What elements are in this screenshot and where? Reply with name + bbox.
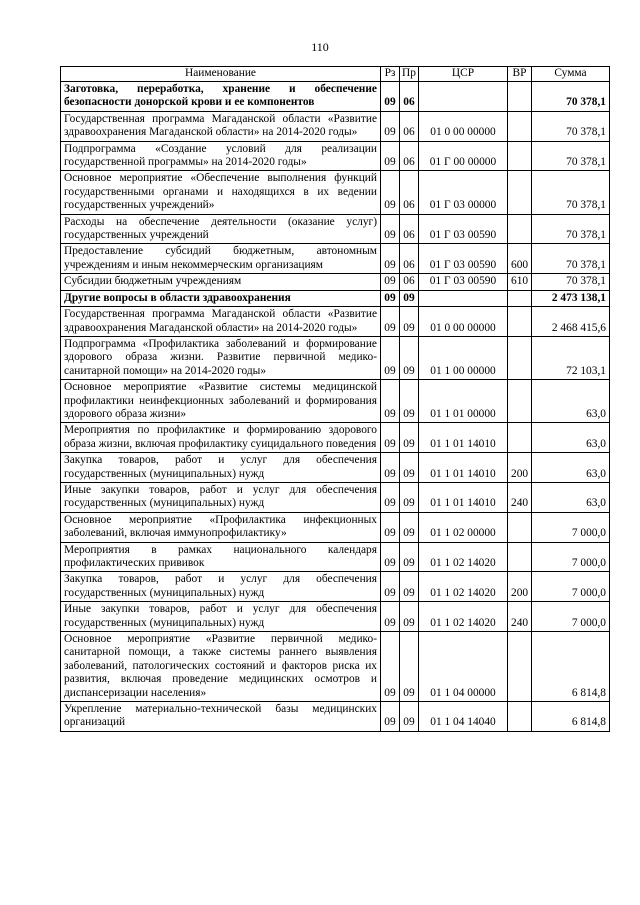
table-row <box>61 423 610 453</box>
row-sum-cell: 6 814,8 <box>532 702 610 732</box>
row-sum-cell: 7 000,0 <box>532 542 610 572</box>
row-name-cell: Государственная программа Магаданской области «Развитие здравоохранения Магаданской области» на 2014-2020 годы» <box>61 307 381 337</box>
row-vr-cell <box>508 111 532 141</box>
row-csr-cell: 01 1 02 00000 <box>419 512 508 542</box>
row-rz-cell: 09 <box>381 111 400 141</box>
row-sum-cell: 7 000,0 <box>532 512 610 542</box>
row-name-cell: Основное мероприятие «Обеспечение выполнения функций государственными органами и находящихся в их ведении государственных учреждений» <box>61 171 381 214</box>
row-pr-cell: 09 <box>400 702 419 732</box>
row-csr-cell: 01 Г 03 00590 <box>419 274 508 290</box>
page-number: 110 <box>311 40 329 54</box>
row-csr-cell: 01 Г 03 00590 <box>419 214 508 244</box>
row-vr-cell: 610 <box>508 274 532 290</box>
row-csr-cell: 01 1 00 00000 <box>419 336 508 379</box>
table-row <box>61 307 610 337</box>
row-name-cell: Другие вопросы в области здравоохранения <box>61 290 381 306</box>
table-row <box>61 290 610 306</box>
table-row <box>61 542 610 572</box>
row-name-cell: Укрепление материально-технической базы медицинских организаций <box>61 702 381 732</box>
row-csr-cell: 01 Г 03 00590 <box>419 244 508 274</box>
table-row <box>61 632 610 702</box>
row-pr-cell: 09 <box>400 380 419 423</box>
row-pr-cell: 09 <box>400 512 419 542</box>
row-sum-cell: 70 378,1 <box>532 111 610 141</box>
row-sum-cell: 70 378,1 <box>532 171 610 214</box>
row-csr-cell <box>419 290 508 306</box>
header-name: Наименование <box>61 67 381 82</box>
row-rz-cell: 09 <box>381 542 400 572</box>
row-name-cell: Мероприятия в рамках национального календаря профилактических прививок <box>61 542 381 572</box>
row-rz-cell: 09 <box>381 632 400 702</box>
row-csr-cell: 01 1 04 14040 <box>419 702 508 732</box>
row-vr-cell: 240 <box>508 602 532 632</box>
row-name-cell: Заготовка, переработка, хранение и обеспечение безопасности донорской крови и ее компонентов <box>61 82 381 112</box>
row-name-cell: Мероприятия по профилактике и формированию здорового образа жизни, включая профилактику суицидального поведения <box>61 423 381 453</box>
row-rz-cell: 09 <box>381 423 400 453</box>
row-pr-cell: 06 <box>400 214 419 244</box>
row-name-cell: Государственная программа Магаданской области «Развитие здравоохранения Магаданской области» на 2014-2020 годы» <box>61 111 381 141</box>
row-vr-cell: 240 <box>508 482 532 512</box>
row-vr-cell <box>508 307 532 337</box>
row-csr-cell: 01 1 01 14010 <box>419 482 508 512</box>
row-sum-cell: 70 378,1 <box>532 141 610 171</box>
row-name-cell: Основное мероприятие «Профилактика инфекционных заболеваний, включая иммунопрофилактику» <box>61 512 381 542</box>
row-pr-cell: 09 <box>400 602 419 632</box>
row-name-cell: Основное мероприятие «Развитие первичной медико-санитарной помощи, а также системы раннего выявления заболеваний, патологических состояний и факторов риска их развития, включая проведение медицинских осмотров и диспансеризации населения» <box>61 632 381 702</box>
row-name-cell: Субсидии бюджетным учреждениям <box>61 274 381 290</box>
row-csr-cell: 01 1 01 00000 <box>419 380 508 423</box>
row-sum-cell: 72 103,1 <box>532 336 610 379</box>
row-rz-cell: 09 <box>381 307 400 337</box>
row-sum-cell: 2 473 138,1 <box>532 290 610 306</box>
row-sum-cell: 2 468 415,6 <box>532 307 610 337</box>
row-pr-cell: 06 <box>400 274 419 290</box>
table-row <box>61 274 610 290</box>
row-rz-cell: 09 <box>381 380 400 423</box>
row-rz-cell: 09 <box>381 453 400 483</box>
row-name-cell: Подпрограмма «Создание условий для реализации государственной программы» на 2014-2020 годы» <box>61 141 381 171</box>
row-vr-cell <box>508 542 532 572</box>
row-vr-cell: 200 <box>508 453 532 483</box>
row-vr-cell <box>508 336 532 379</box>
row-csr-cell: 01 1 01 14010 <box>419 423 508 453</box>
row-csr-cell: 01 1 02 14020 <box>419 542 508 572</box>
row-pr-cell: 06 <box>400 141 419 171</box>
row-csr-cell: 01 0 00 00000 <box>419 111 508 141</box>
header-sum: Сумма <box>532 67 610 82</box>
row-pr-cell: 09 <box>400 307 419 337</box>
row-rz-cell: 09 <box>381 702 400 732</box>
row-sum-cell: 7 000,0 <box>532 602 610 632</box>
table-row <box>61 602 610 632</box>
row-vr-cell <box>508 512 532 542</box>
row-csr-cell: 01 1 04 00000 <box>419 632 508 702</box>
row-name-cell: Расходы на обеспечение деятельности (оказание услуг) государственных учреждений <box>61 214 381 244</box>
row-rz-cell: 09 <box>381 482 400 512</box>
row-csr-cell <box>419 82 508 112</box>
table-row <box>61 482 610 512</box>
row-csr-cell: 01 Г 03 00000 <box>419 171 508 214</box>
row-rz-cell: 09 <box>381 512 400 542</box>
table-row <box>61 336 610 379</box>
row-pr-cell: 06 <box>400 111 419 141</box>
row-pr-cell: 09 <box>400 290 419 306</box>
table-row <box>61 82 610 112</box>
row-vr-cell: 200 <box>508 572 532 602</box>
row-name-cell: Подпрограмма «Профилактика заболеваний и формирование здорового образа жизни. Развитие первичной медико-санитарной помощи» на 2014-2020 годы» <box>61 336 381 379</box>
row-sum-cell: 63,0 <box>532 453 610 483</box>
table-row <box>61 453 610 483</box>
row-sum-cell: 63,0 <box>532 380 610 423</box>
table-row <box>61 244 610 274</box>
row-sum-cell: 70 378,1 <box>532 244 610 274</box>
row-pr-cell: 09 <box>400 336 419 379</box>
row-csr-cell: 01 1 01 14010 <box>419 453 508 483</box>
row-vr-cell <box>508 702 532 732</box>
row-vr-cell <box>508 632 532 702</box>
row-sum-cell: 70 378,1 <box>532 214 610 244</box>
row-sum-cell: 63,0 <box>532 482 610 512</box>
row-rz-cell: 09 <box>381 214 400 244</box>
row-sum-cell: 7 000,0 <box>532 572 610 602</box>
row-vr-cell <box>508 82 532 112</box>
table-row <box>61 702 610 732</box>
row-rz-cell: 09 <box>381 290 400 306</box>
table-row <box>61 380 610 423</box>
row-pr-cell: 09 <box>400 482 419 512</box>
budget-table <box>60 66 610 732</box>
row-pr-cell: 09 <box>400 572 419 602</box>
row-vr-cell <box>508 141 532 171</box>
row-name-cell: Иные закупки товаров, работ и услуг для обеспечения государственных (муниципальных) нужд <box>61 602 381 632</box>
row-name-cell: Основное мероприятие «Развитие системы медицинской профилактики неинфекционных заболеваний и формирования здорового образа жизни» <box>61 380 381 423</box>
row-pr-cell: 06 <box>400 244 419 274</box>
row-pr-cell: 09 <box>400 632 419 702</box>
row-csr-cell: 01 Г 00 00000 <box>419 141 508 171</box>
row-name-cell: Закупка товаров, работ и услуг для обеспечения государственных (муниципальных) нужд <box>61 572 381 602</box>
header-rz: Рз <box>381 67 400 82</box>
row-csr-cell: 01 1 02 14020 <box>419 572 508 602</box>
row-sum-cell: 63,0 <box>532 423 610 453</box>
row-name-cell: Иные закупки товаров, работ и услуг для обеспечения государственных (муниципальных) нужд <box>61 482 381 512</box>
row-sum-cell: 70 378,1 <box>532 82 610 112</box>
header-csr: ЦСР <box>419 67 508 82</box>
row-vr-cell <box>508 214 532 244</box>
table-row <box>61 171 610 214</box>
row-sum-cell: 6 814,8 <box>532 632 610 702</box>
row-rz-cell: 09 <box>381 572 400 602</box>
row-rz-cell: 09 <box>381 602 400 632</box>
table-row <box>61 214 610 244</box>
table-row <box>61 572 610 602</box>
header-vr: ВР <box>508 67 532 82</box>
row-vr-cell <box>508 380 532 423</box>
row-vr-cell <box>508 171 532 214</box>
row-vr-cell: 600 <box>508 244 532 274</box>
row-rz-cell: 09 <box>381 244 400 274</box>
row-csr-cell: 01 1 02 14020 <box>419 602 508 632</box>
row-sum-cell: 70 378,1 <box>532 274 610 290</box>
table-header-row <box>61 67 610 82</box>
row-rz-cell: 09 <box>381 141 400 171</box>
row-name-cell: Предоставление субсидий бюджетным, автономным учреждениям и иным некоммерческим организациям <box>61 244 381 274</box>
row-pr-cell: 09 <box>400 423 419 453</box>
row-pr-cell: 09 <box>400 453 419 483</box>
table-row <box>61 141 610 171</box>
row-vr-cell <box>508 290 532 306</box>
row-name-cell: Закупка товаров, работ и услуг для обеспечения государственных (муниципальных) нужд <box>61 453 381 483</box>
row-rz-cell: 09 <box>381 336 400 379</box>
row-pr-cell: 06 <box>400 171 419 214</box>
row-csr-cell: 01 0 00 00000 <box>419 307 508 337</box>
row-vr-cell <box>508 423 532 453</box>
row-rz-cell: 09 <box>381 82 400 112</box>
row-rz-cell: 09 <box>381 274 400 290</box>
row-rz-cell: 09 <box>381 171 400 214</box>
header-pr: Пр <box>400 67 419 82</box>
table-row <box>61 512 610 542</box>
row-pr-cell: 09 <box>400 542 419 572</box>
row-pr-cell: 06 <box>400 82 419 112</box>
table-row <box>61 111 610 141</box>
